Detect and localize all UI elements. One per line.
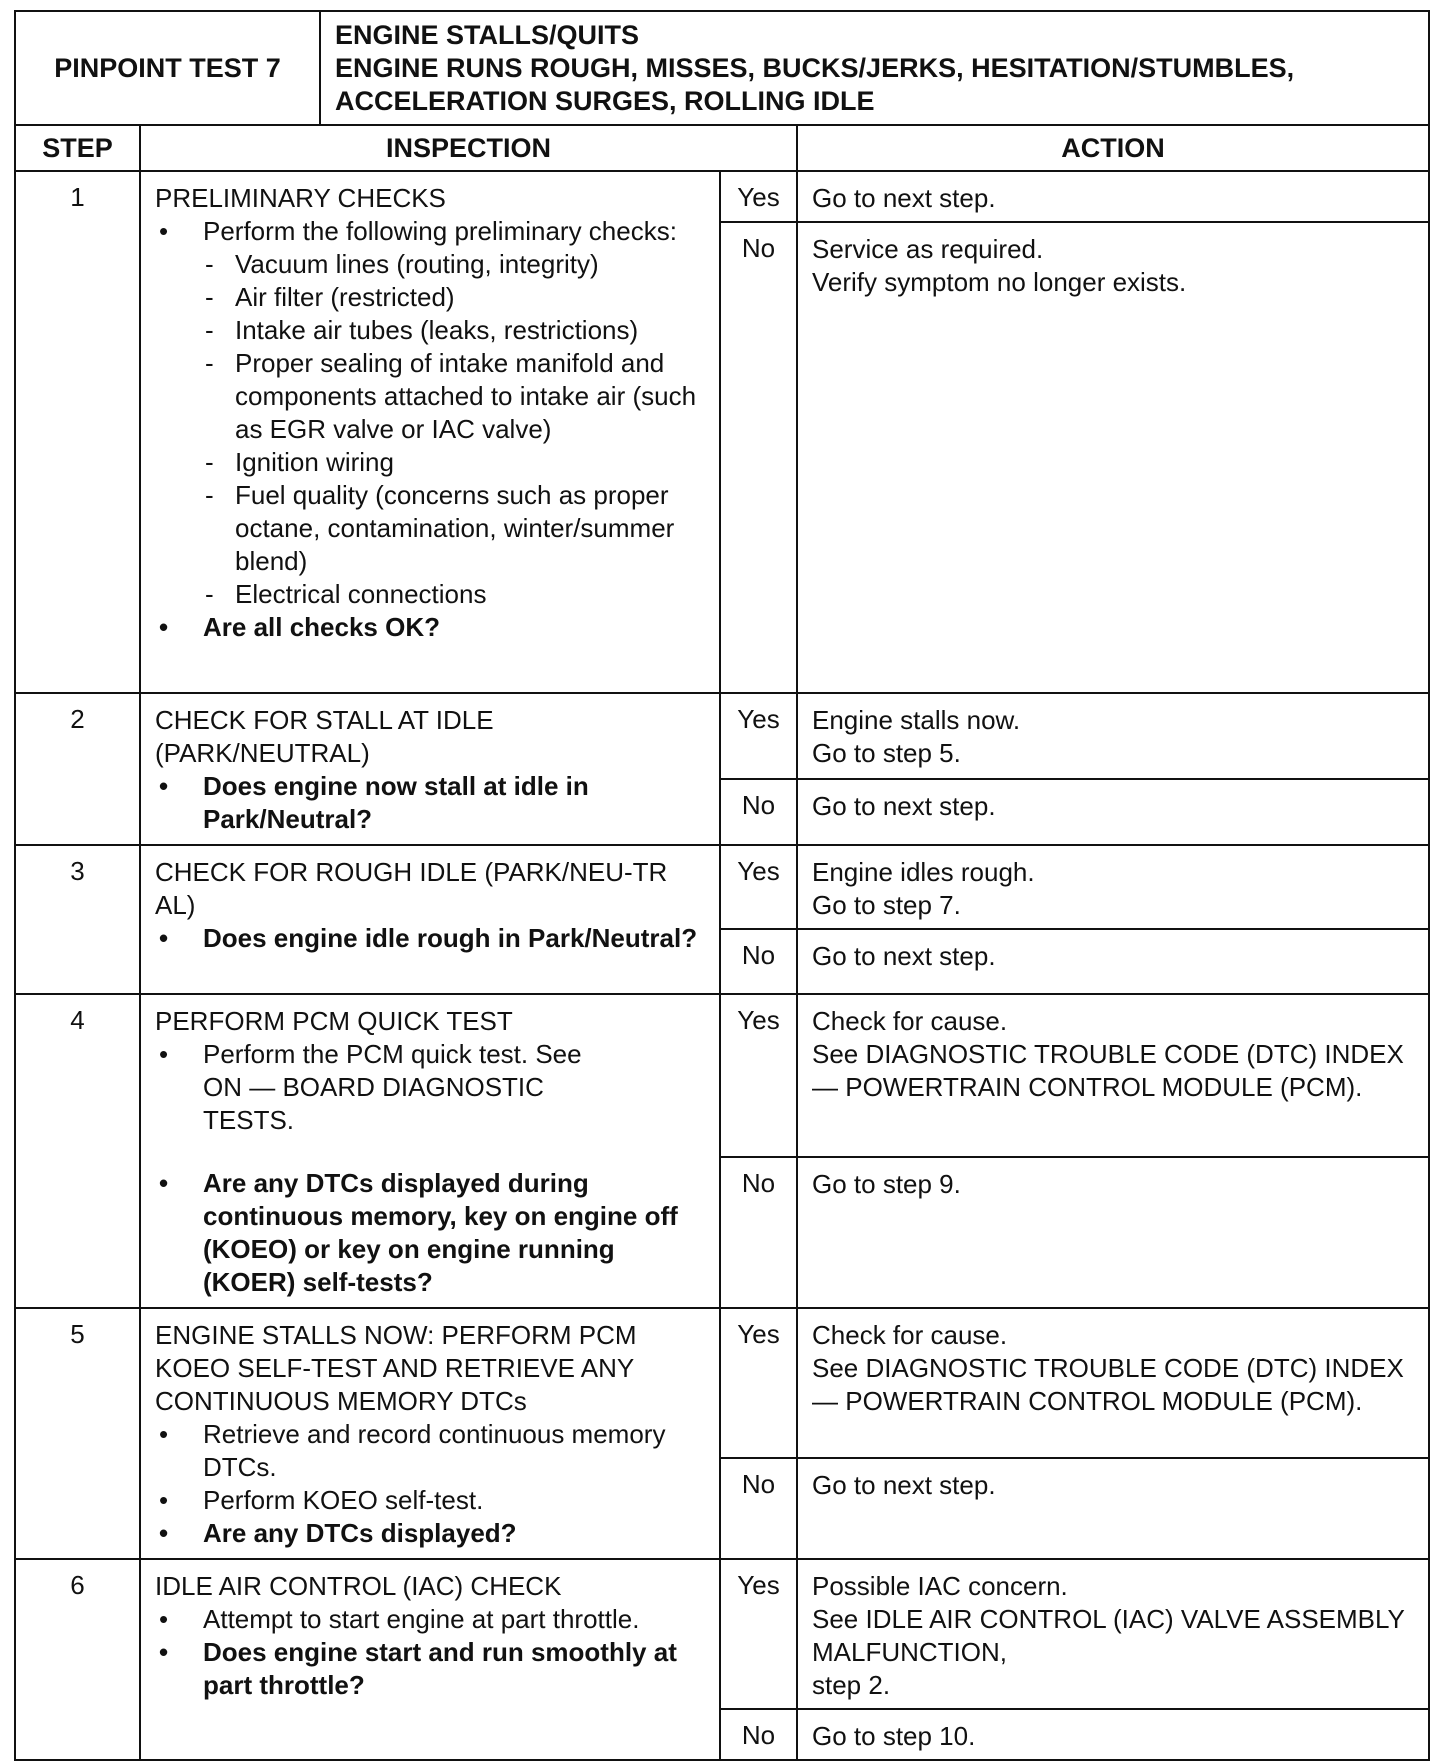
check-item: - Ignition wiring [155, 446, 707, 479]
action-line: See IDLE AIR CONTROL (IAC) VALVE ASSEMBLY MALFUNCTION, [812, 1604, 1405, 1667]
step-title: PRELIMINARY CHECKS [155, 183, 446, 213]
step-number: 4 [15, 994, 140, 1308]
yes-label: Yes [720, 693, 797, 779]
step-2-inspection [140, 693, 720, 845]
action-line: Check for cause. [812, 1006, 1008, 1036]
step-number: 3 [15, 845, 140, 994]
instruction-bullet: • Perform KOEO self-test. [155, 1484, 707, 1517]
action-line: Engine stalls now. [812, 705, 1021, 735]
no-label: No [720, 222, 797, 693]
no-label: No [720, 1709, 797, 1760]
yes-action [797, 1308, 1429, 1458]
no-action [797, 779, 1429, 845]
action-line: Go to step 9. [812, 1169, 961, 1200]
check-item: - Electrical connections [155, 578, 707, 611]
action-line: Possible IAC concern. [812, 1571, 1068, 1601]
action-line: Service as required. [812, 234, 1044, 264]
step-6-inspection [140, 1559, 720, 1760]
step-5-yes-row [15, 1308, 1429, 1458]
step-4-inspection [140, 994, 720, 1308]
yes-action [797, 1559, 1429, 1709]
step-title: CHECK FOR STALL AT IDLE (PARK/NEUTRAL) [155, 705, 494, 768]
step-1-inspection [140, 171, 720, 693]
question-bullet: • Does engine start and run smoothly at part throttle? [155, 1636, 707, 1702]
step-5-inspection [140, 1308, 720, 1559]
step-number: 6 [15, 1559, 140, 1760]
yes-action [797, 171, 1429, 222]
step-4-yes-row [15, 994, 1429, 1157]
step-2-yes-row [15, 693, 1429, 779]
column-header-row [15, 125, 1429, 171]
inspection-column-header: INSPECTION [140, 125, 797, 171]
pinpoint-table [14, 124, 1430, 1761]
instruction-bullet: • Perform the PCM quick test. See ON — BOARD DIAGNOSTIC TESTS. [155, 1038, 623, 1137]
spacer [155, 1137, 707, 1167]
yes-label: Yes [720, 845, 797, 929]
action-line: Go to step 10. [812, 1721, 976, 1751]
step-column-header: STEP [15, 125, 140, 171]
step-number: 2 [15, 693, 140, 845]
action-line: Check for cause. [812, 1320, 1008, 1350]
instruction-bullet: • Perform the following preliminary checks: [155, 215, 707, 248]
question-bullet: • Are all checks OK? [155, 611, 707, 644]
question-bullet: • Does engine idle rough in Park/Neutral? [155, 922, 707, 955]
action-line: Go to next step. [812, 183, 996, 213]
no-action [797, 1157, 1429, 1308]
step-number: 5 [15, 1308, 140, 1559]
step-1-yes-row [15, 171, 1429, 222]
action-line: See DIAGNOSTIC TROUBLE CODE (DTC) INDEX — POWERTRAIN CONTROL MODULE (PCM). [812, 1039, 1404, 1102]
question-bullet: • Does engine now stall at idle in Park/Neutral? [155, 770, 707, 836]
action-line: Go to next step. [812, 1470, 996, 1501]
pinpoint-test-sheet [14, 10, 1430, 1751]
step-3-inspection [140, 845, 720, 994]
test-header [14, 10, 1430, 126]
symptom-line: ENGINE STALLS/QUITS [335, 19, 640, 50]
no-action [797, 1709, 1429, 1760]
step-title: CHECK FOR ROUGH IDLE (PARK/NEU-TRAL) [155, 857, 668, 920]
no-label: No [720, 779, 797, 845]
yes-label: Yes [720, 171, 797, 222]
action-line: Go to step 5. [812, 738, 961, 768]
no-label: No [720, 1157, 797, 1308]
no-action [797, 929, 1429, 994]
yes-label: Yes [720, 1308, 797, 1458]
step-3-yes-row [15, 845, 1429, 929]
question-bullet: • Are any DTCs displayed? [155, 1517, 707, 1550]
action-column-header: ACTION [797, 125, 1429, 171]
test-label: PINPOINT TEST 7 [15, 11, 320, 125]
yes-action [797, 994, 1429, 1157]
check-item: - Fuel quality (concerns such as proper octane, contamination, winter/summer blend) [155, 479, 707, 578]
action-line: Verify symptom no longer exists. [812, 267, 1187, 297]
yes-action [797, 693, 1429, 779]
step-number: 1 [15, 171, 140, 693]
action-line: Go to next step. [812, 790, 996, 821]
step-title: IDLE AIR CONTROL (IAC) CHECK [155, 1571, 562, 1601]
symptom-list [320, 11, 1429, 125]
step-title: ENGINE STALLS NOW: PERFORM PCM KOEO SELF-TEST AND RETRIEVE ANY CONTINUOUS MEMORY DTCs [155, 1320, 637, 1416]
check-item: - Intake air tubes (leaks, restrictions) [155, 314, 707, 347]
action-line: Engine idles rough. [812, 857, 1035, 887]
no-action [797, 222, 1429, 693]
no-label: No [720, 929, 797, 994]
check-item: - Vacuum lines (routing, integrity) [155, 248, 707, 281]
question-bullet: • Are any DTCs displayed during continuous memory, key on engine off (KOEO) or key on engine running (KOER) self-tests? [155, 1167, 707, 1299]
check-item: - Proper sealing of intake manifold and components attached to intake air (such as EGR valve or IAC valve) [155, 347, 707, 446]
check-item: - Air filter (restricted) [155, 281, 707, 314]
action-line: See DIAGNOSTIC TROUBLE CODE (DTC) INDEX — POWERTRAIN CONTROL MODULE (PCM). [812, 1353, 1404, 1416]
no-label: No [720, 1458, 797, 1559]
action-line: Go to step 7. [812, 890, 961, 920]
symptom-line: ENGINE RUNS ROUGH, MISSES, BUCKS/JERKS, HESITATION/STUMBLES, [335, 52, 1295, 83]
yes-label: Yes [720, 994, 797, 1157]
instruction-bullet: • Attempt to start engine at part throttle. [155, 1603, 707, 1636]
step-title: PERFORM PCM QUICK TEST [155, 1006, 513, 1036]
yes-label: Yes [720, 1559, 797, 1709]
no-action [797, 1458, 1429, 1559]
yes-action [797, 845, 1429, 929]
step-6-yes-row [15, 1559, 1429, 1709]
instruction-bullet: • Retrieve and record continuous memory DTCs. [155, 1418, 707, 1484]
action-line: step 2. [812, 1670, 891, 1700]
symptom-line: ACCELERATION SURGES, ROLLING IDLE [335, 85, 875, 116]
action-line: Go to next step. [812, 941, 996, 971]
